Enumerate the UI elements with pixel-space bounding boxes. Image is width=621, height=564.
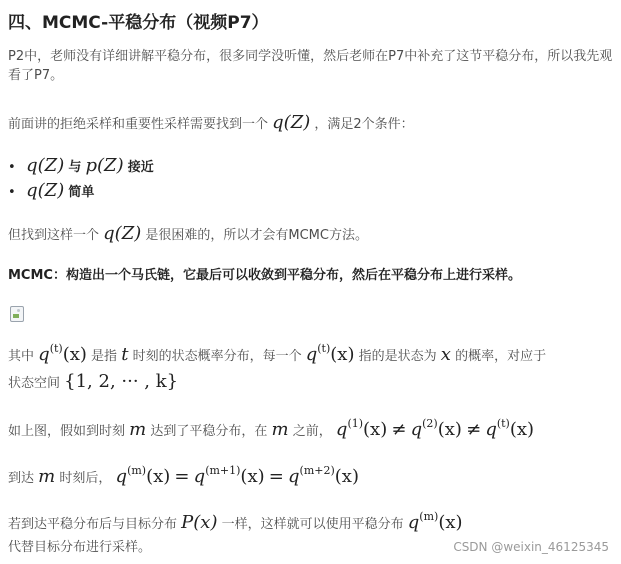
math-sup: (t) bbox=[496, 417, 510, 430]
condition-item-2 bbox=[8, 180, 94, 201]
math-q: q bbox=[38, 344, 50, 365]
requirement-suffix: ，满足2个条件： bbox=[314, 117, 414, 132]
math-sup: (t) bbox=[49, 342, 63, 355]
math-arg: (x) bbox=[146, 466, 171, 487]
math-eq: = bbox=[268, 466, 284, 487]
math-inequality bbox=[335, 417, 535, 440]
math-arg: (x) bbox=[509, 419, 535, 440]
math-eq: = bbox=[174, 466, 190, 487]
bullet-dot-icon: • bbox=[8, 160, 16, 175]
math-neq: ≠ bbox=[391, 419, 407, 440]
math-sup: (2) bbox=[422, 417, 438, 430]
math-arg: (x) bbox=[240, 466, 265, 487]
math-arg: (x) bbox=[330, 344, 355, 365]
condition-text: 简单 bbox=[68, 185, 95, 200]
difficulty-prefix: 但找到这样一个 bbox=[8, 228, 100, 243]
broken-image-icon bbox=[10, 306, 24, 322]
section-heading: 四、MCMC-平稳分布（视频P7） bbox=[8, 13, 269, 33]
math-m: m bbox=[38, 466, 56, 487]
text-run: 到达 bbox=[8, 471, 35, 486]
condition-text: 接近 bbox=[127, 160, 154, 175]
bullet-dot-icon: • bbox=[8, 185, 16, 200]
paragraph-requirement bbox=[8, 113, 414, 134]
math-equality bbox=[115, 464, 359, 487]
math-sup: (t) bbox=[317, 342, 331, 355]
math-t: t bbox=[121, 344, 129, 365]
math-q: q bbox=[305, 344, 318, 365]
math-sup: (1) bbox=[347, 417, 364, 430]
math-arg: (x) bbox=[62, 344, 87, 365]
paragraph-target-line1 bbox=[8, 510, 463, 534]
math-arg: (x) bbox=[363, 419, 388, 440]
math-sup: (m) bbox=[419, 510, 439, 523]
math-neq: ≠ bbox=[466, 419, 482, 440]
paragraph-mcmc-definition: MCMC：构造出一个马氏链，它最后可以收敛到平稳分布，然后在平稳分布上进行采样。 bbox=[8, 268, 521, 283]
text-run: 时刻的状态概率分布，每一个 bbox=[132, 349, 302, 364]
math-sup: (m) bbox=[127, 464, 147, 477]
math-qz: q(Z) bbox=[26, 180, 65, 201]
text-run: 如上图，假如到时刻 bbox=[8, 424, 126, 439]
paragraph-before-m bbox=[8, 417, 535, 441]
math-px: P(x) bbox=[181, 512, 218, 533]
paragraph-difficulty bbox=[8, 224, 368, 245]
text-run: 其中 bbox=[8, 349, 35, 364]
math-sup: (m+2) bbox=[299, 464, 335, 477]
csdn-watermark: CSDN @weixin_46125345 bbox=[453, 540, 609, 554]
math-q: q bbox=[193, 466, 206, 487]
paragraph-after-m bbox=[8, 464, 359, 488]
paragraph-distribution-line1 bbox=[8, 342, 547, 366]
text-run: 是指 bbox=[91, 349, 118, 364]
requirement-prefix: 前面讲的拒绝采样和重要性采样需要找到一个 bbox=[8, 117, 269, 132]
text-run: 一样，这样就可以使用平稳分布 bbox=[221, 517, 404, 532]
math-qz: q(Z) bbox=[26, 155, 65, 176]
condition-connector: 与 bbox=[68, 160, 82, 175]
math-q: q bbox=[407, 512, 420, 533]
math-q: q bbox=[335, 419, 348, 440]
math-sup: (m+1) bbox=[205, 464, 241, 477]
math-pz: p(Z) bbox=[85, 155, 124, 176]
math-x: x bbox=[440, 344, 451, 365]
paragraph-distribution-line2 bbox=[8, 372, 178, 393]
text-run: 达到了平稳分布，在 bbox=[150, 424, 268, 439]
math-m: m bbox=[271, 419, 289, 440]
text-run: 若到达平稳分布后与目标分布 bbox=[8, 517, 178, 532]
difficulty-suffix: 是很困难的，所以才会有MCMC方法。 bbox=[145, 228, 368, 243]
math-q: q bbox=[410, 419, 423, 440]
math-arg: (x) bbox=[334, 466, 359, 487]
text-run: 之前， bbox=[292, 424, 332, 439]
paragraph-intro: P2中，老师没有详细讲解平稳分布，很多同学没听懂，然后老师在P7中补充了这节平稳分布，所以我先观看了P7。 bbox=[8, 49, 613, 83]
math-q: q bbox=[115, 466, 128, 487]
math-q: q bbox=[288, 466, 300, 487]
math-arg: (x) bbox=[438, 512, 463, 533]
text-run: 时刻后， bbox=[59, 471, 112, 486]
text-run: 指的是状态为 bbox=[358, 349, 437, 364]
math-qz: q(Z) bbox=[103, 223, 142, 244]
math-q: q bbox=[485, 419, 497, 440]
math-arg: (x) bbox=[437, 419, 462, 440]
math-m: m bbox=[129, 419, 147, 440]
math-qz: q(Z) bbox=[272, 112, 311, 133]
math-state-set: {1, 2, ··· , k} bbox=[64, 371, 179, 392]
text-run: 状态空间 bbox=[8, 376, 61, 391]
paragraph-target-line2: 代替目标分布进行采样。 bbox=[8, 540, 152, 555]
text-run: 的概率，对应于 bbox=[455, 349, 547, 364]
condition-item-1 bbox=[8, 155, 154, 176]
